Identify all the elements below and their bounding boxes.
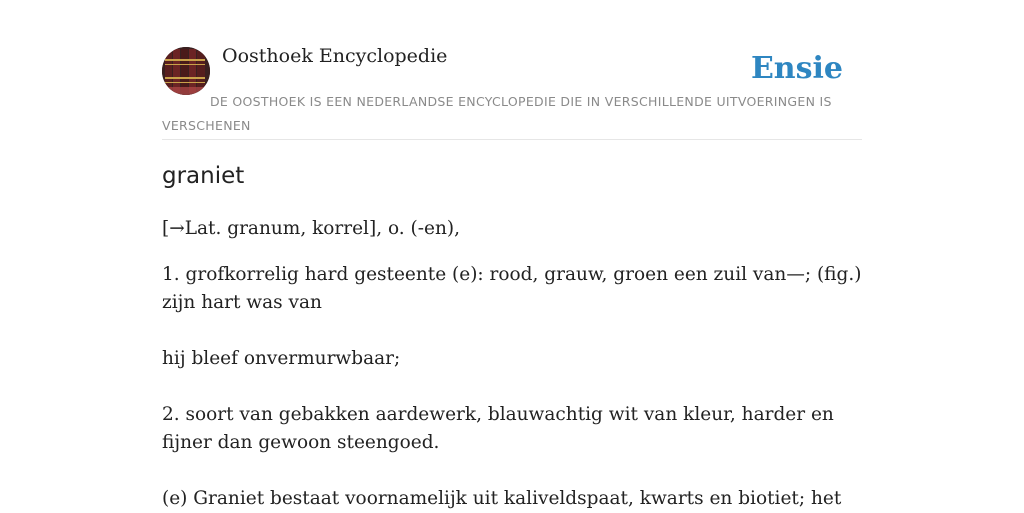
definition-line-4: (e) Graniet bestaat voornamelijk uit kaliveldspaat, kwarts en biotiet; het	[162, 488, 842, 509]
books-image-icon	[162, 47, 210, 95]
encyclopedia-books-avatar[interactable]	[162, 47, 210, 95]
entry-headword: graniet	[162, 163, 245, 189]
ensie-brand-link[interactable]: Ensie	[750, 51, 843, 86]
definition-line-1: 1. grofkorrelig hard gesteente (e): rood, grauw, groen een zuil van—; (fig.) zijn hart was van	[162, 264, 862, 313]
definition-line-3: 2. soort van gebakken aardewerk, blauwachtig wit van kleur, harder en fijner dan gewoon steengoed.	[162, 404, 834, 453]
site-tagline: DE OOSTHOEK IS EEN NEDERLANDSE ENCYCLOPEDIE DIE IN VERSCHILLENDE UITVOERINGEN IS VERSCHENEN	[162, 94, 832, 133]
site-header	[162, 0, 862, 140]
site-title-link[interactable]: Oosthoek Encyclopedie	[222, 45, 448, 67]
entry-definition	[162, 215, 862, 513]
page	[162, 0, 862, 512]
etymology-line: [→Lat. granum, korrel], o. (-en),	[162, 218, 460, 239]
definition-line-2: hij bleef onvermurwbaar;	[162, 348, 401, 369]
